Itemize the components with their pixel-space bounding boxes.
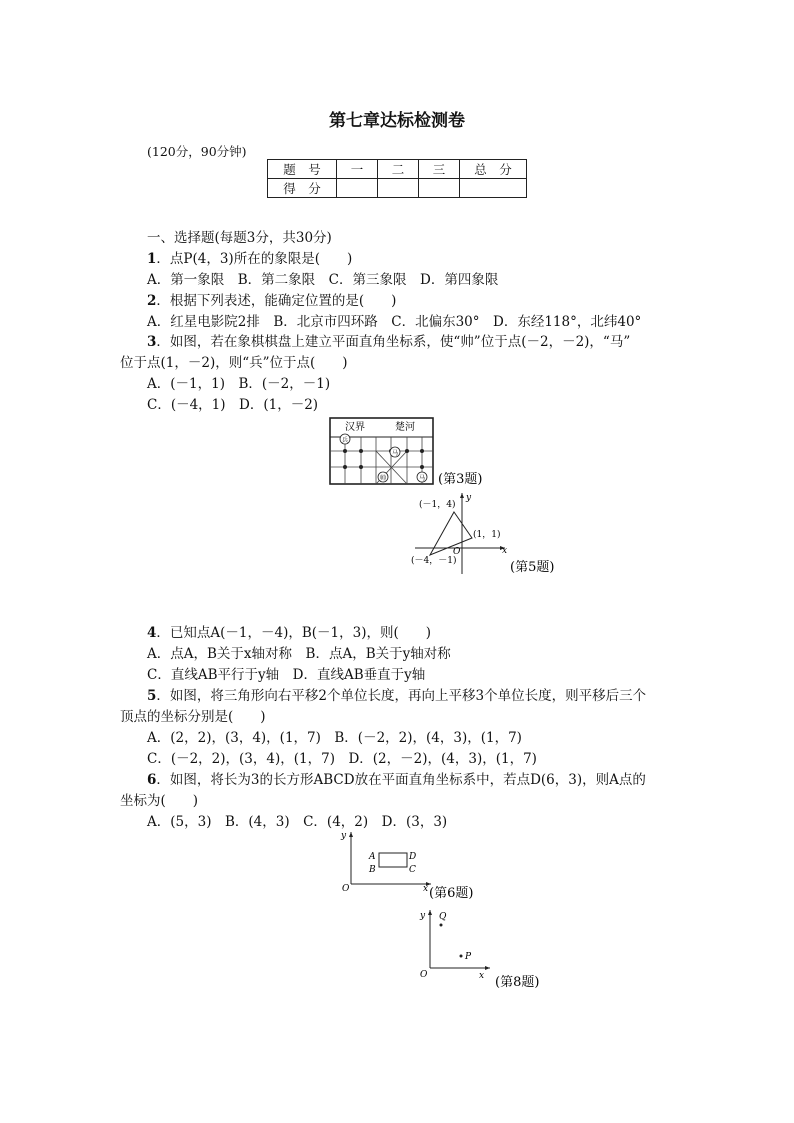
score-header-label: 题 号	[268, 160, 337, 179]
question-1	[147, 247, 352, 267]
vertex-b-label: B	[369, 865, 376, 875]
figure-6-caption: (第6题)	[429, 886, 474, 901]
question-6-stem-cont: 坐标为( )	[120, 793, 199, 809]
score-header-1: 一	[337, 160, 378, 179]
vertex-label-2: (1，1)	[473, 530, 501, 540]
figure-5-triangle	[405, 490, 575, 580]
question-5-options-ab: A．(2，2)，(3，4)，(1，7) B．(－2，2)，(4，3)，(1，7)	[147, 730, 522, 746]
question-3-stem: ．如图，若在象棋棋盘上建立平面直角坐标系，使“帅”位于点(－2，－2)，“马”	[156, 334, 631, 350]
score-header-row	[268, 160, 527, 179]
question-3-options-cd: C．(－4，1) D．(1，－2)	[147, 397, 319, 413]
origin-label: O	[453, 547, 461, 557]
point-p	[460, 955, 463, 958]
figure-3-chessboard	[325, 415, 495, 487]
triangle	[430, 512, 472, 555]
question-5	[147, 684, 646, 704]
piece-label-ma-2: 马	[418, 475, 426, 482]
vertex-d-label: D	[409, 852, 417, 862]
question-3	[147, 330, 630, 350]
figure-3-caption: (第3题)	[438, 472, 483, 487]
vertex-label-3: (－4，－1)	[411, 556, 457, 566]
y-label: y	[341, 831, 347, 841]
score-header-3: 三	[419, 160, 460, 179]
chess-piece-ma	[390, 447, 400, 457]
score-cell-total[interactable]	[460, 179, 527, 198]
chess-piece-bing	[340, 434, 350, 444]
question-3-stem-cont: 位于点(1，－2)，则“兵”位于点( )	[120, 355, 348, 371]
question-5-stem-cont: 顶点的坐标分别是( )	[120, 709, 266, 725]
x-label: x	[479, 971, 485, 981]
figure-6-rectangle	[335, 828, 495, 906]
score-value-row	[268, 179, 527, 198]
vertex-label-1: (－1，4)	[419, 500, 456, 510]
question-6-stem: ．如图，将长为3的长方形ABCD放在平面直角坐标系中，若点D(6，3)，则A点的	[156, 772, 646, 788]
y-axis-arrow	[428, 910, 432, 915]
question-3-number: 3	[147, 334, 157, 350]
point-q	[440, 924, 443, 927]
question-5-number: 5	[147, 688, 157, 704]
score-header-total: 总 分	[460, 160, 527, 179]
question-4-options-cd: C．直线AB平行于y轴 D．直线AB垂直于y轴	[147, 667, 426, 683]
question-6-options: A．(5，3) B．(4，3) C．(4，2) D．(3，3)	[147, 814, 448, 830]
y-axis-arrow	[349, 832, 353, 837]
figure-5-caption: (第5题)	[510, 560, 555, 575]
question-3-options-ab: A．(－1，1) B．(－2，－1)	[147, 376, 331, 392]
origin-label: O	[420, 970, 428, 980]
x-axis-arrow	[485, 966, 490, 970]
question-2	[147, 289, 396, 309]
score-row-label: 得 分	[268, 179, 337, 198]
question-6-number: 6	[147, 772, 157, 788]
chess-piece-shuai	[378, 472, 388, 482]
question-4-options-ab: A．点A，B关于x轴对称 B．点A，B关于y轴对称	[147, 646, 451, 662]
question-2-stem: ．根据下列表述，能确定位置的是( )	[156, 293, 397, 309]
score-cell-3[interactable]	[419, 179, 460, 198]
page-title: 第七章达标检测卷	[329, 111, 465, 131]
chess-piece-ma-2	[417, 472, 427, 482]
score-header-2: 二	[378, 160, 419, 179]
y-label: y	[466, 493, 472, 503]
question-1-stem: ．点P(4，3)所在的象限是( )	[156, 251, 353, 267]
question-2-number: 2	[147, 293, 157, 309]
score-cell-1[interactable]	[337, 179, 378, 198]
rectangle-abcd	[379, 853, 407, 867]
question-4-stem: ．已知点A(－1，－4)，B(－1，3)，则( )	[156, 625, 432, 641]
figure-8-points	[415, 906, 565, 992]
x-label: x	[423, 884, 429, 894]
score-cell-2[interactable]	[378, 179, 419, 198]
score-table	[267, 159, 527, 198]
piece-label-bing: 兵	[341, 437, 349, 444]
river-label-left: 汉界	[345, 422, 365, 433]
question-4-number: 4	[147, 625, 157, 641]
question-2-options: A．红星电影院2排 B．北京市四环路 C．北偏东30° D．东经118°，北纬40°	[147, 314, 642, 330]
figure-8-caption: (第8题)	[495, 975, 540, 990]
point-p-label: P	[465, 952, 472, 962]
y-axis-arrow	[460, 493, 464, 498]
piece-label-shuai: 帅	[379, 475, 387, 482]
question-5-options-cd: C．(－2，2)，(3，4)，(1，7) D．(2，－2)，(4，3)，(1，7)	[147, 751, 537, 767]
point-q-label: Q	[439, 912, 447, 922]
question-4	[147, 621, 431, 641]
question-1-options: A．第一象限 B．第二象限 C．第三象限 D．第四象限	[147, 272, 499, 288]
question-1-number: 1	[147, 251, 157, 267]
question-6	[147, 768, 646, 788]
y-label: y	[420, 911, 426, 921]
vertex-a-label: A	[369, 852, 376, 862]
vertex-c-label: C	[409, 865, 416, 875]
section-heading: 一、选择题(每题3分，共30分)	[147, 230, 332, 246]
origin-label: O	[342, 884, 350, 894]
river-label-right: 楚河	[395, 422, 415, 433]
piece-label-ma: 马	[391, 450, 399, 457]
exam-meta: (120分，90分钟)	[147, 144, 247, 159]
x-label: x	[502, 546, 508, 556]
question-5-stem: ．如图，将三角形向右平移2个单位长度，再向上平移3个单位长度，则平移后三个	[156, 688, 647, 704]
